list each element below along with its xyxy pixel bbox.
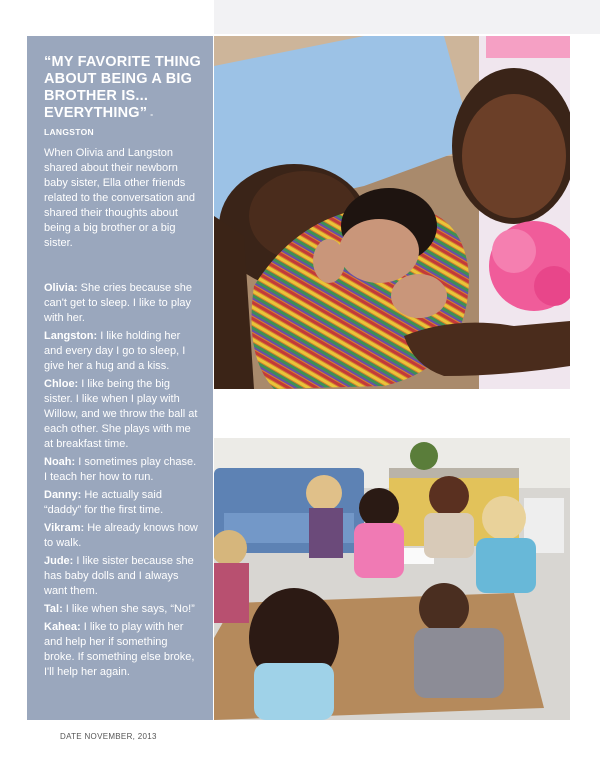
quote-name: Tal: <box>44 603 63 615</box>
quote-name: Vikram: <box>44 522 85 534</box>
quote-name: Kahea: <box>44 621 81 633</box>
quote-item <box>44 488 201 518</box>
intro-text: When Olivia and Langston shared about their newborn baby sister, Ella other friends related to the conversation and shared their thoughts about being a big brother or a big sister. <box>44 147 196 249</box>
quote-name: Langston: <box>44 330 98 342</box>
quote-item <box>44 281 201 326</box>
quote-item <box>44 377 201 452</box>
quote-name: Olivia: <box>44 282 78 294</box>
quote-text: She cries because she can't get to sleep. I like to play with her. <box>44 282 192 324</box>
quote-name: Danny: <box>44 489 82 501</box>
quotes-list <box>44 281 201 680</box>
quote-item <box>44 620 201 680</box>
quote-text: I like when she says, “No!” <box>62 603 195 615</box>
quote-item <box>44 554 201 599</box>
quote-item <box>44 329 201 374</box>
quote-text: I like to play with her and help her if something broke. If something else broke, I'll help her again. <box>44 621 195 678</box>
quote-item <box>44 455 201 485</box>
top-band <box>214 0 600 34</box>
quote-item <box>44 521 201 551</box>
quote-text: He actually said “daddy” for the first time. <box>44 489 164 516</box>
classroom-photo <box>214 438 570 720</box>
attribution: -LANGSTON <box>44 109 154 137</box>
quote-text: I like being the big sister. I like when I play with Willow, and we throw the ball at each other. She plays with me at breakfast time. <box>44 378 198 450</box>
quote-text: I like sister because she has baby dolls and I always want them. <box>44 555 194 597</box>
quote-text: He already knows how to walk. <box>44 522 198 549</box>
quote-name: Noah: <box>44 456 76 468</box>
quote-name: Jude: <box>44 555 74 567</box>
headline-text: “MY FAVORITE THING ABOUT BEING A BIG BROTHER IS... EVERYTHING” <box>44 54 201 121</box>
headline <box>44 54 201 141</box>
quote-text: I sometimes play chase. I teach her how to run. <box>44 456 197 483</box>
quote-item <box>44 602 201 617</box>
siblings-photo <box>214 36 570 389</box>
sidebar <box>27 36 213 720</box>
quote-name: Chloe: <box>44 378 79 390</box>
quote-text: I like holding her and every day I go to sleep, I give her a hug and a kiss. <box>44 330 186 372</box>
footer-date: DATE NOVEMBER, 2013 <box>60 732 157 741</box>
